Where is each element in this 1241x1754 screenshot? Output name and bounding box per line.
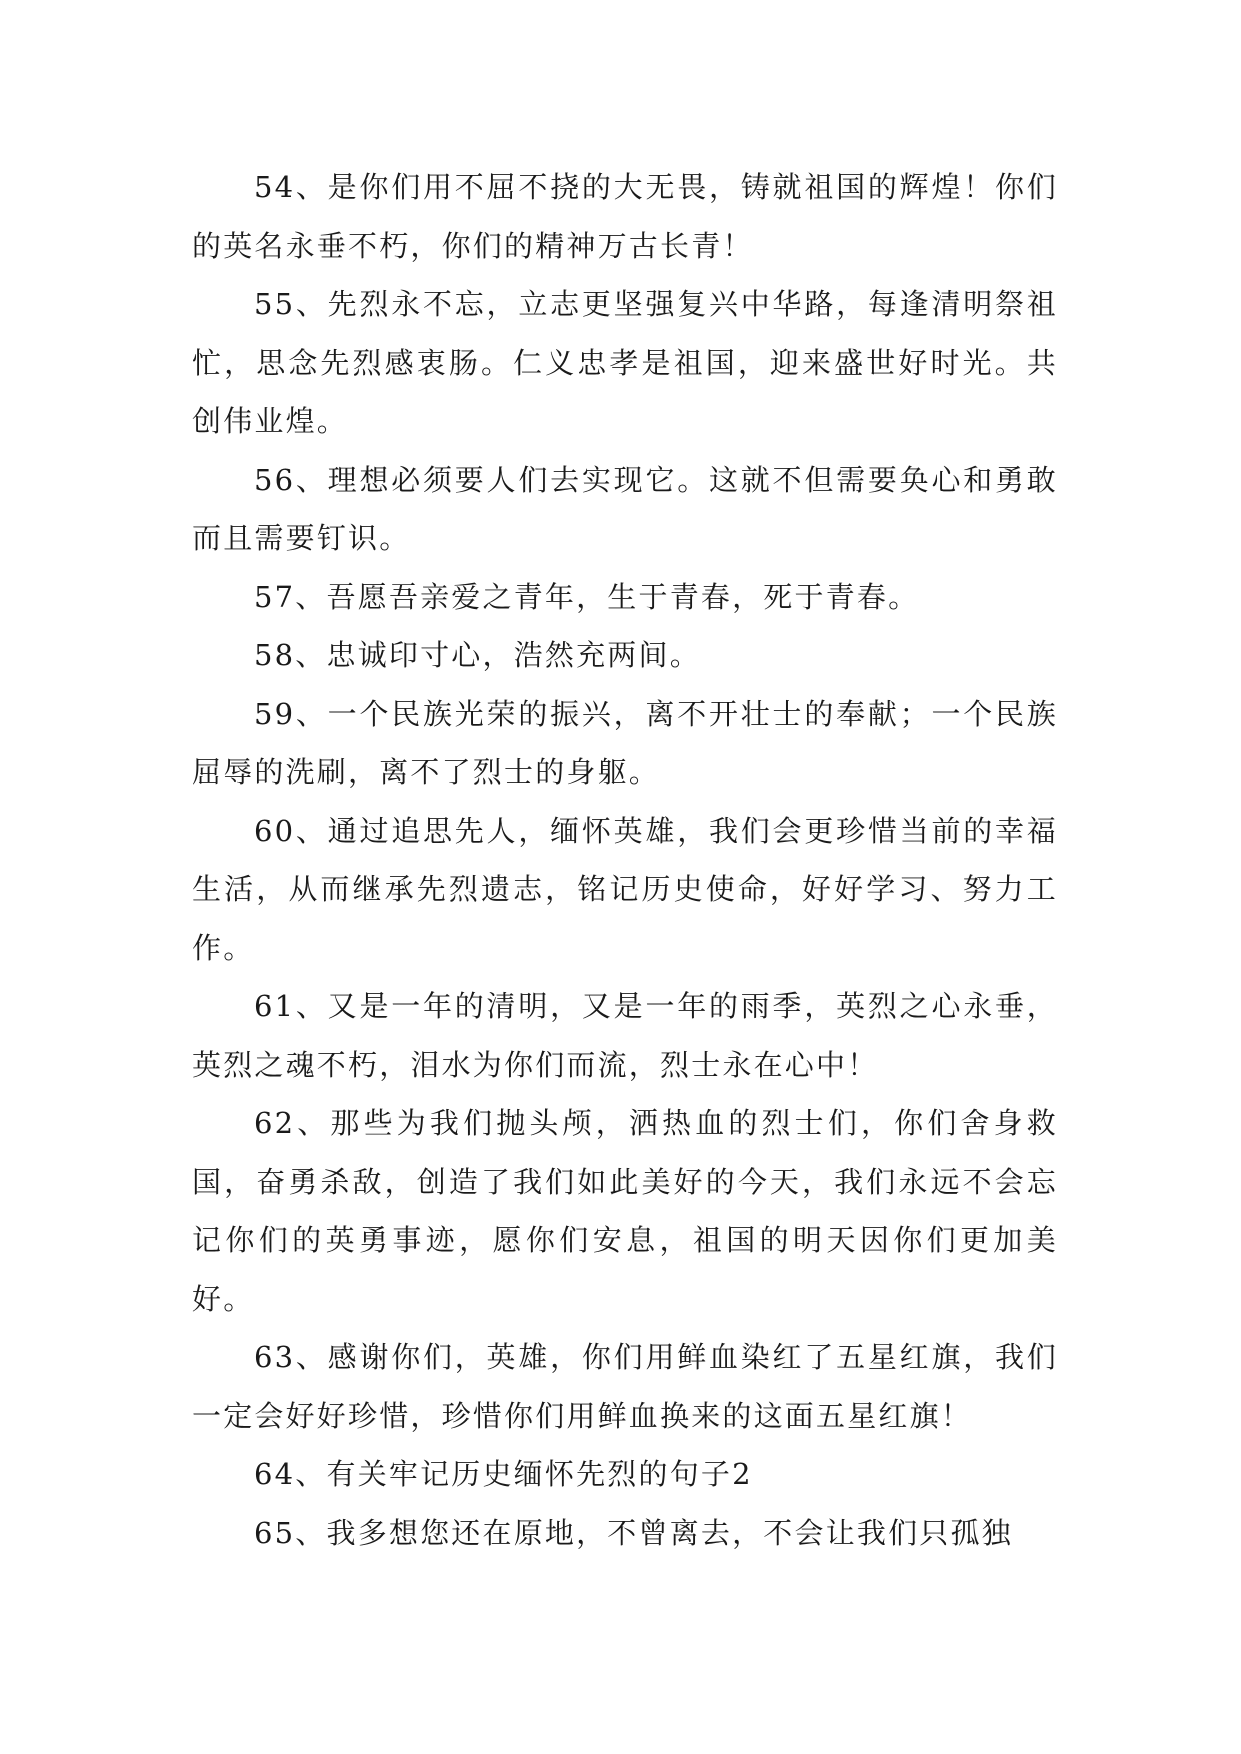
document-body: [192, 158, 1058, 1562]
paragraph-65: 65、我多想您还在原地，不曾离去，不会让我们只孤独: [254, 1515, 1013, 1550]
paragraph-55: 55、先烈永不忘，立志更坚强复兴中华路，每逢清明祭祖忙，思念先烈感衷肠。仁义忠孝是祖国，迎来盛世好时光。共创伟业煌。: [192, 287, 1058, 438]
paragraph-59: 59、一个民族光荣的振兴，离不开壮士的奉献；一个民族屈辱的洗刷，离不了烈士的身躯。: [192, 696, 1058, 789]
paragraph-56: 56、理想必须要人们去实现它。这就不但需要奂心和勇敢而且需要钉识。: [192, 462, 1058, 555]
paragraph-64: 64、有关牢记历史缅怀先烈的句子2: [254, 1457, 753, 1491]
paragraph-63: 63、感谢你们，英雄，你们用鲜血染红了五星红旗，我们一定会好好珍惜，珍惜你们用鲜血换来的这面五星红旗！: [192, 1340, 1058, 1433]
paragraph-62: 62、那些为我们抛头颅，洒热血的烈士们，你们舍身救国，奋勇杀敌，创造了我们如此美好的今天，我们永远不会忘记你们的英勇事迹，愿你们安息，祖国的明天因你们更加美好。: [192, 1106, 1058, 1316]
paragraph-60: 60、通过追思先人，缅怀英雄，我们会更珍惜当前的幸福生活，从而继承先烈遗志，铭记历史使命，好好学习、努力工作。: [192, 813, 1058, 965]
paragraph-61: 61、又是一年的清明，又是一年的雨季，英烈之心永垂，英烈之魂不朽，泪水为你们而流，烈士永在心中！: [192, 989, 1058, 1082]
paragraph-58: 58、忠诚印寸心，浩然充两间。: [254, 638, 701, 672]
paragraph-57: 57、吾愿吾亲爱之青年，生于青春，死于青春。: [254, 579, 920, 614]
paragraph-54: 54、是你们用不屈不挠的大无畏，铸就祖国的辉煌！你们的英名永垂不朽，你们的精神万古长青！: [192, 170, 1058, 263]
